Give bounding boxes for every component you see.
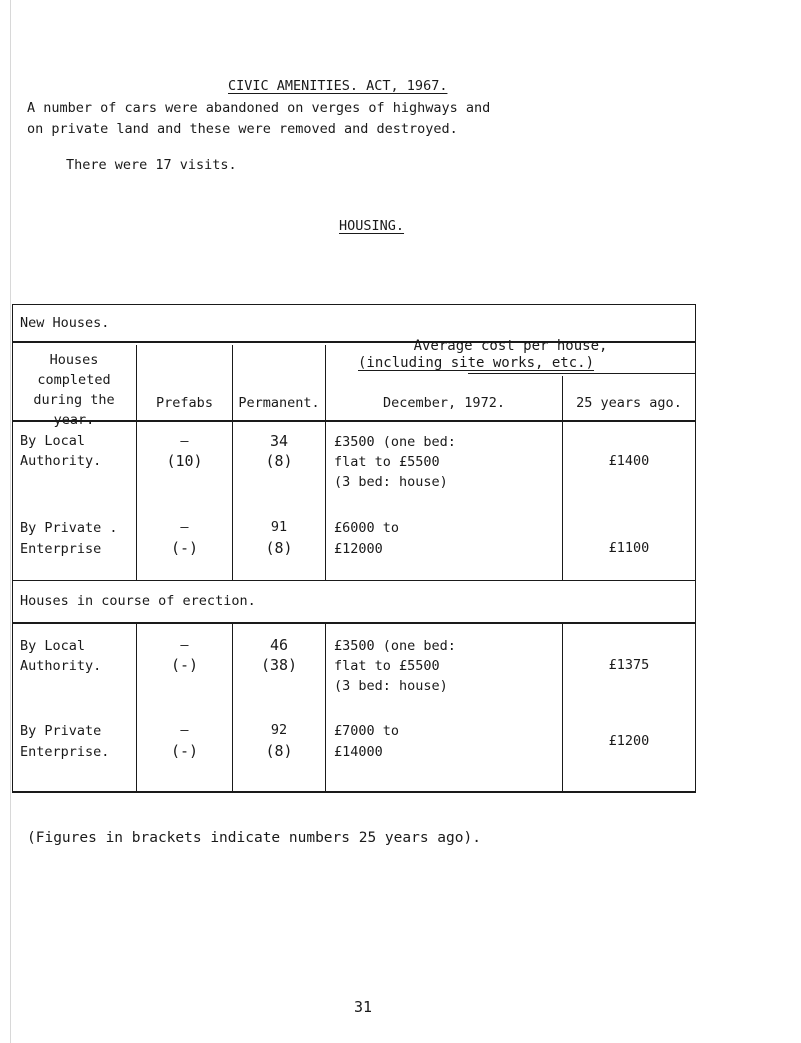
row-label-local-authority: By Local Authority.: [20, 638, 102, 674]
row-label-private-enterprise: By Private . Enterprise: [20, 520, 118, 557]
cell-cost-1972: £3500 (one bed: flat to £5500 (3 bed: house): [334, 638, 456, 694]
cell-prefabs: –: [180, 519, 189, 535]
table-rule: [12, 304, 696, 305]
table-rule: [12, 791, 696, 793]
cell-prefabs: –: [180, 637, 189, 653]
table-rule: [12, 622, 696, 624]
cell-prefabs-prev: (-): [170, 742, 199, 760]
header-25-years-ago: 25 years ago.: [576, 395, 682, 411]
new-houses-label: New Houses.: [20, 315, 110, 331]
cell-permanent-prev: (8): [265, 452, 293, 470]
table-rule: [562, 624, 563, 791]
cell-permanent-prev: (8): [265, 539, 293, 557]
cell-cost-1972: £6000 to £12000: [334, 520, 400, 557]
cell-cost-1972: £3500 (one bed: flat to £5500 (3 bed: house): [334, 434, 456, 490]
page-number: 31: [354, 998, 373, 1016]
table-rule: [325, 345, 326, 580]
table-rule: [12, 304, 13, 791]
cell-cost-25-years-ago: £1100: [608, 540, 650, 556]
cell-prefabs: –: [180, 722, 189, 738]
cell-cost-25-years-ago: £1400: [608, 453, 650, 469]
cell-prefabs-prev: (10): [166, 452, 203, 470]
header-average-cost-sub: (including site works, etc.): [358, 355, 595, 371]
footnote-brackets: (Figures in brackets indicate numbers 25 years ago).: [27, 830, 481, 846]
paragraph-visits: There were 17 visits.: [66, 157, 237, 173]
cell-permanent: 46: [269, 636, 289, 654]
header-houses-completed: Houses completed during the year.: [33, 352, 115, 428]
cell-prefabs: –: [180, 433, 189, 449]
cell-permanent: 91: [270, 519, 288, 535]
table-rule: [695, 304, 696, 791]
cell-prefabs-prev: (-): [170, 656, 199, 674]
cell-prefabs-prev: (-): [170, 539, 199, 557]
header-december-1972: December, 1972.: [383, 395, 505, 411]
scan-edge-line: [10, 0, 11, 1043]
houses-in-erection-label: Houses in course of erection.: [20, 593, 256, 609]
header-permanent: Permanent.: [238, 395, 320, 411]
table-rule: [12, 580, 696, 581]
cell-cost-25-years-ago: £1200: [608, 733, 650, 749]
row-label-private-enterprise: By Private Enterprise.: [20, 723, 110, 760]
row-label-local-authority: By Local Authority.: [20, 433, 102, 469]
cell-permanent: 34: [269, 432, 289, 450]
cell-permanent: 92: [270, 722, 288, 738]
cell-cost-25-years-ago: £1375: [608, 657, 650, 673]
header-average-cost: Average cost per house,: [413, 338, 608, 354]
page-title: CIVIC AMENITIES. ACT, 1967.: [228, 78, 448, 94]
cell-cost-1972: £7000 to £14000: [334, 723, 400, 760]
table-rule: [468, 373, 696, 374]
section-heading-housing: HOUSING.: [339, 218, 405, 234]
header-prefabs: Prefabs: [156, 395, 213, 411]
cell-permanent-prev: (38): [260, 656, 298, 674]
table-rule: [325, 624, 326, 791]
cell-permanent-prev: (8): [265, 742, 293, 760]
paragraph-abandoned-cars: A number of cars were abandoned on verges of highways and on private land and these were removed and destroyed.: [27, 100, 491, 137]
